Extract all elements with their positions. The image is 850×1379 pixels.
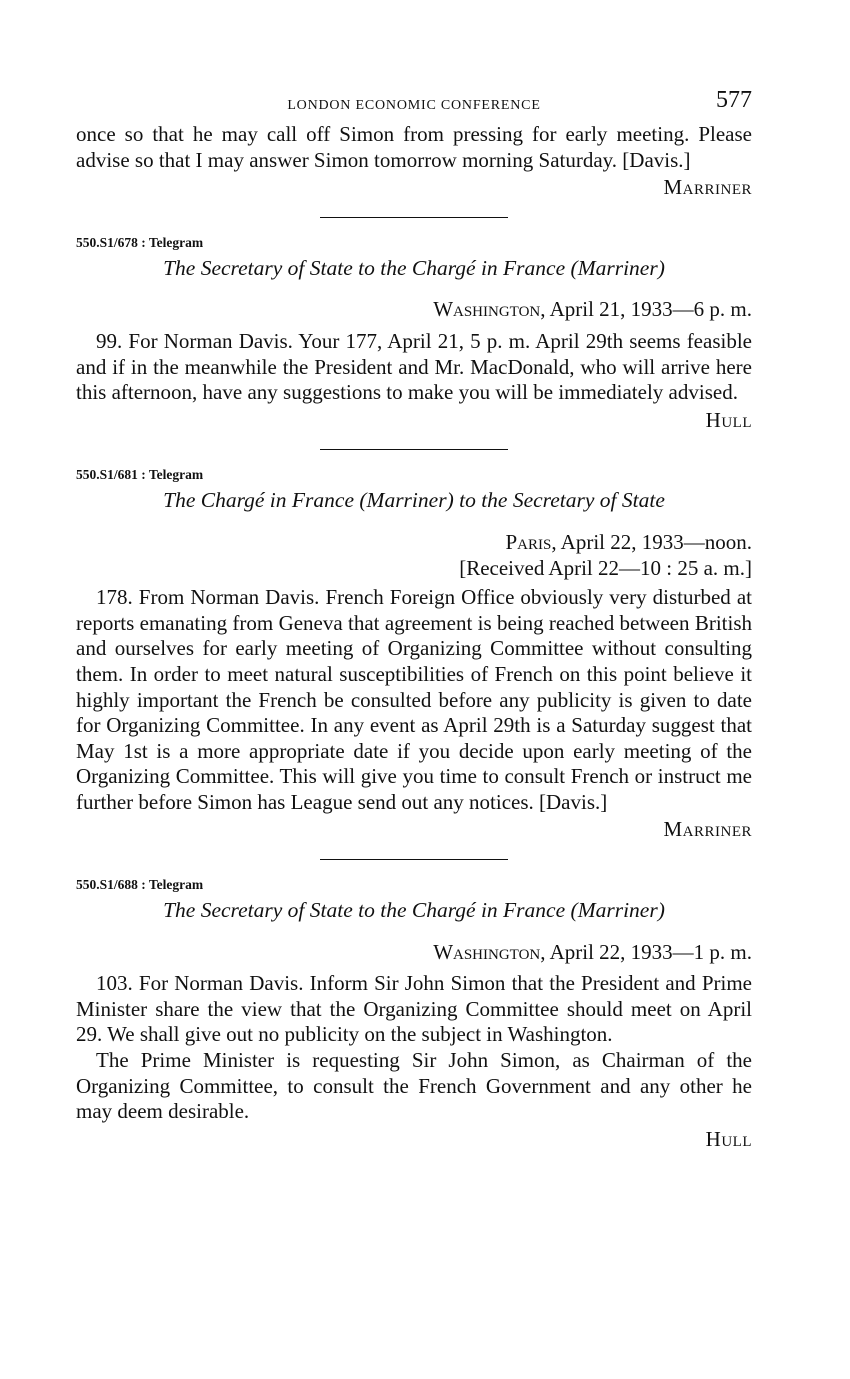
continuation-paragraph: once so that he may call off Simon from pressing for early meeting. Please advise so that I may answer Simon tomorrow morning Saturday. [Davis.] <box>76 122 752 172</box>
telegram-entry <box>76 466 752 843</box>
message-paragraph: 99. For Norman Davis. Your 177, April 21, 5 p. m. April 29th seems feasible and if in the meanwhile the President and Mr. MacDonald, who will arrive here this afternoon, have any suggestions to make you will be immediately advised. <box>76 328 752 405</box>
message-paragraph: The Prime Minister is requesting Sir John Simon, as Chairman of the Organizing Committee, to consult the French Government and any other he may deem desirable. <box>76 1048 752 1124</box>
telegram-entry <box>76 876 752 1152</box>
signature: Marriner <box>663 175 752 200</box>
page-number: 577 <box>716 87 752 113</box>
section-divider <box>320 217 508 218</box>
page-header <box>76 88 752 122</box>
file-reference: 550.S1/678 : Telegram <box>76 234 204 250</box>
document-title: The Secretary of State to the Chargé in France (Marriner) <box>163 898 665 923</box>
document-title: The Secretary of State to the Chargé in France (Marriner) <box>163 255 665 280</box>
signature: Hull <box>705 407 752 432</box>
dateline-place: Washington <box>433 939 541 964</box>
running-title: LONDON ECONOMIC CONFERENCE <box>287 98 541 113</box>
message-paragraph: 178. From Norman Davis. French Foreign Office obviously very disturbed at reports emanating from Geneva that agreement is being reached between British and ourselves for early meeting of Organizing Committee without consulting them. In order to meet natural susceptibilities of French on this point believe it highly important the French be consulted before any publicity is given to date for Organizing Committee. In any event as April 29th is a Saturday suggest that May 1st is a more appropriate date if you decide upon early meeting of the Organizing Committee. This will give you time to consult French or instruct me further before Simon has League send out any notices. [Davis.] <box>76 585 752 814</box>
telegram-entry <box>76 234 752 434</box>
dateline-date: , April 22, 1933—noon. <box>551 529 752 554</box>
dateline-date: , April 21, 1933—6 p. m. <box>540 297 752 322</box>
signature: Marriner <box>663 817 752 842</box>
signature: Hull <box>705 1126 752 1151</box>
section-divider <box>320 859 508 860</box>
dateline <box>76 530 752 556</box>
dateline <box>76 297 752 323</box>
section-divider <box>320 449 508 450</box>
dateline <box>76 940 752 966</box>
received-note: [Received April 22—10 : 25 a. m.] <box>459 555 752 580</box>
message-paragraph: 103. For Norman Davis. Inform Sir John Simon that the President and Prime Minister share the view that the Organizing Committee should meet on April 29. We shall give out no publicity on the subject in Washington. <box>76 971 752 1047</box>
document-title: The Chargé in France (Marriner) to the Secretary of State <box>163 488 665 513</box>
dateline-place: Paris <box>505 529 552 554</box>
dateline-place: Washington <box>433 297 541 322</box>
document-page <box>76 88 752 1152</box>
file-reference: 550.S1/681 : Telegram <box>76 467 204 483</box>
file-reference: 550.S1/688 : Telegram <box>76 877 204 893</box>
dateline-date: , April 22, 1933—1 p. m. <box>540 939 752 964</box>
